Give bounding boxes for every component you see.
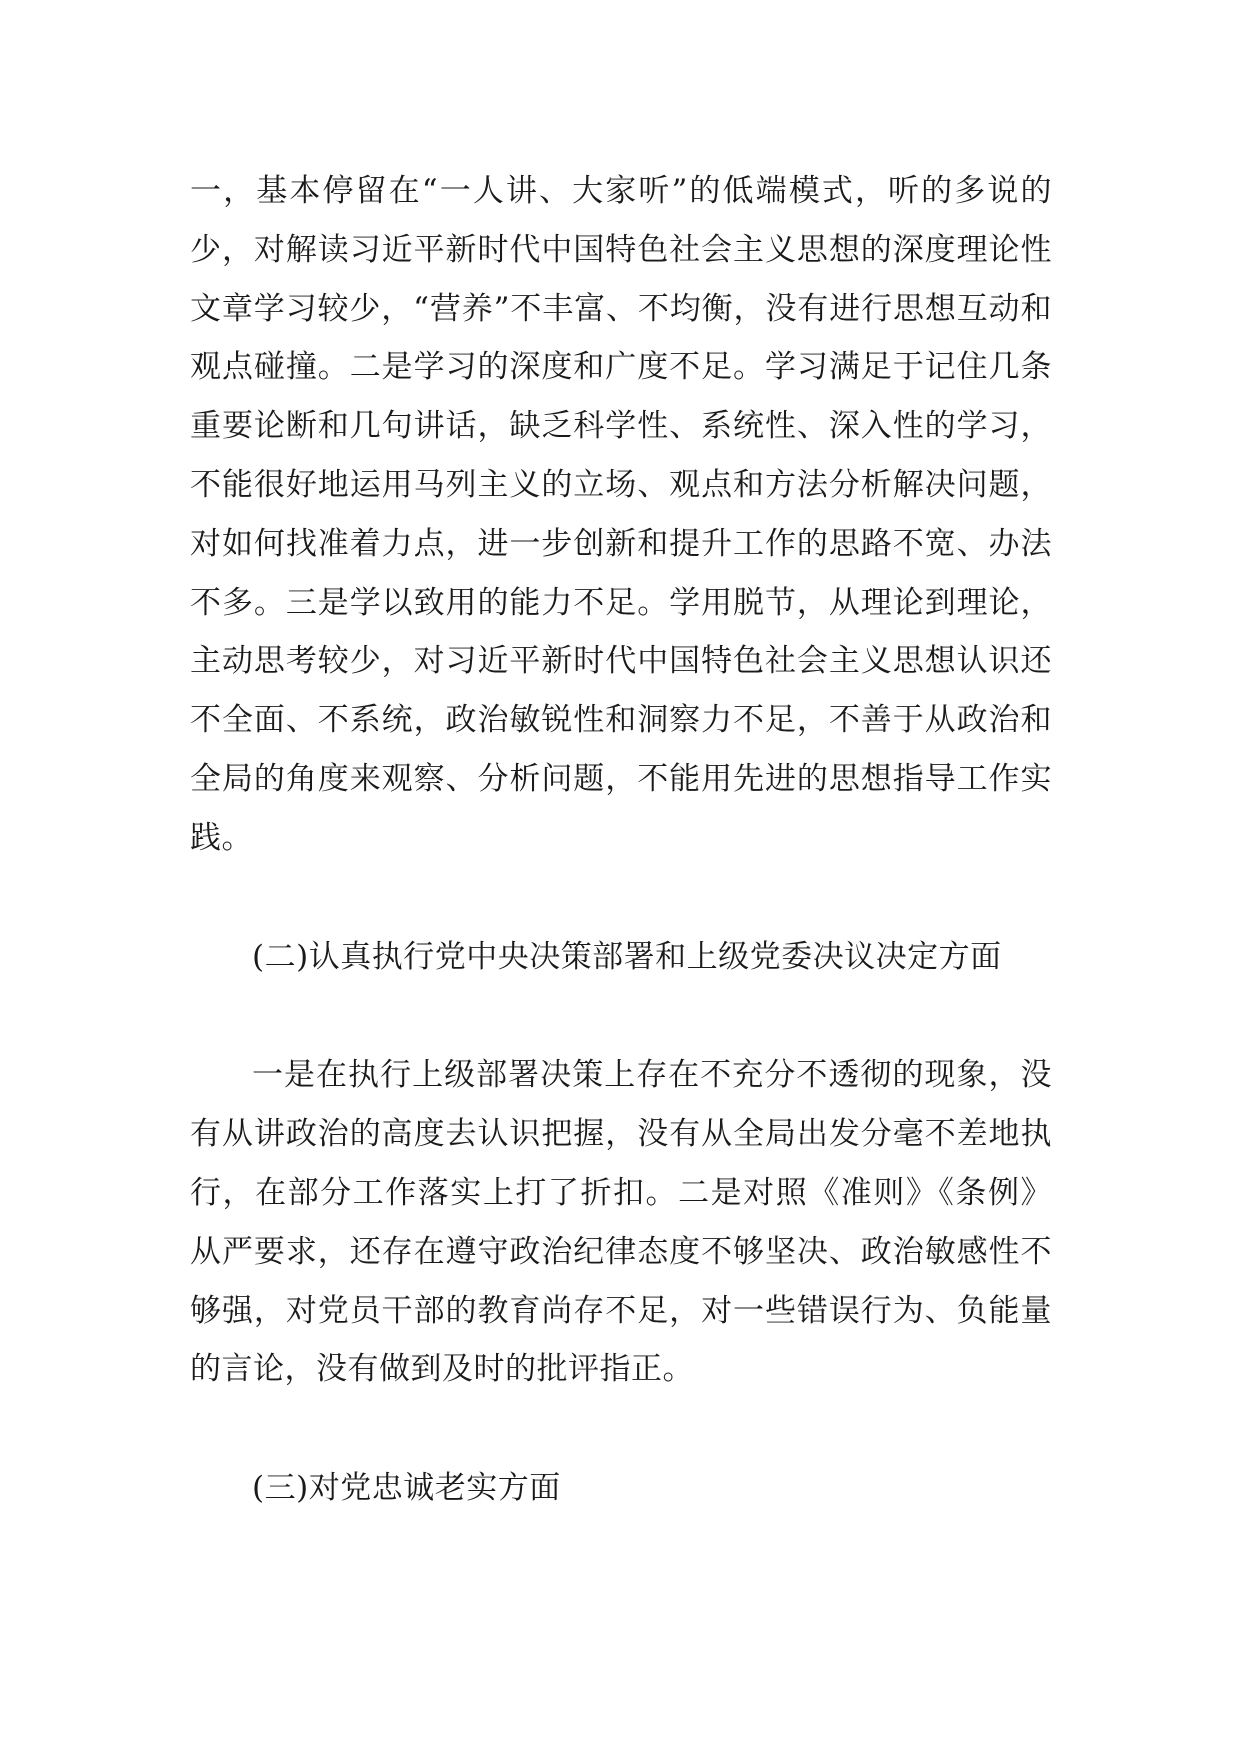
document-page (190, 162, 1052, 1518)
body-paragraph-execution: 一是在执行上级部署决策上存在不充分不透彻的现象，没有从讲政治的高度去认识把握，没有从全局出发分毫不差地执行，在部分工作落实上打了折扣。二是对照《准则》《条例》从严要求，还存在遵守政治纪律态度不够坚决、政治敏感性不够强，对党员干部的教育尚存不足，对一些错误行为、负能量的言论，没有做到及时的批评指正。 (190, 1057, 1052, 1388)
section-heading-loyalty: (三)对党忠诚老实方面 (252, 1470, 561, 1507)
section-heading-execution: (二)认真执行党中央决策部署和上级党委决议决定方面 (252, 938, 1002, 975)
body-paragraph-study: 一，基本停留在“一人讲、大家听”的低端模式，听的多说的少，对解读习近平新时代中国特色社会主义思想的深度理论性文章学习较少，“营养”不丰富、不均衡，没有进行思想互动和观点碰撞。二是学习的深度和广度不足。学习满足于记住几条重要论断和几句讲话，缺乏科学性、系统性、深入性的学习，不能很好地运用马列主义的立场、观点和方法分析解决问题，对如何找准着力点，进一步创新和提升工作的思路不宽、办法不多。三是学以致用的能力不足。学用脱节，从理论到理论，主动思考较少，对习近平新时代中国特色社会主义思想认识还不全面、不系统，政治敏锐性和洞察力不足，不善于从政治和全局的角度来观察、分析问题，不能用先进的思想指导工作实践。 (190, 173, 1052, 856)
